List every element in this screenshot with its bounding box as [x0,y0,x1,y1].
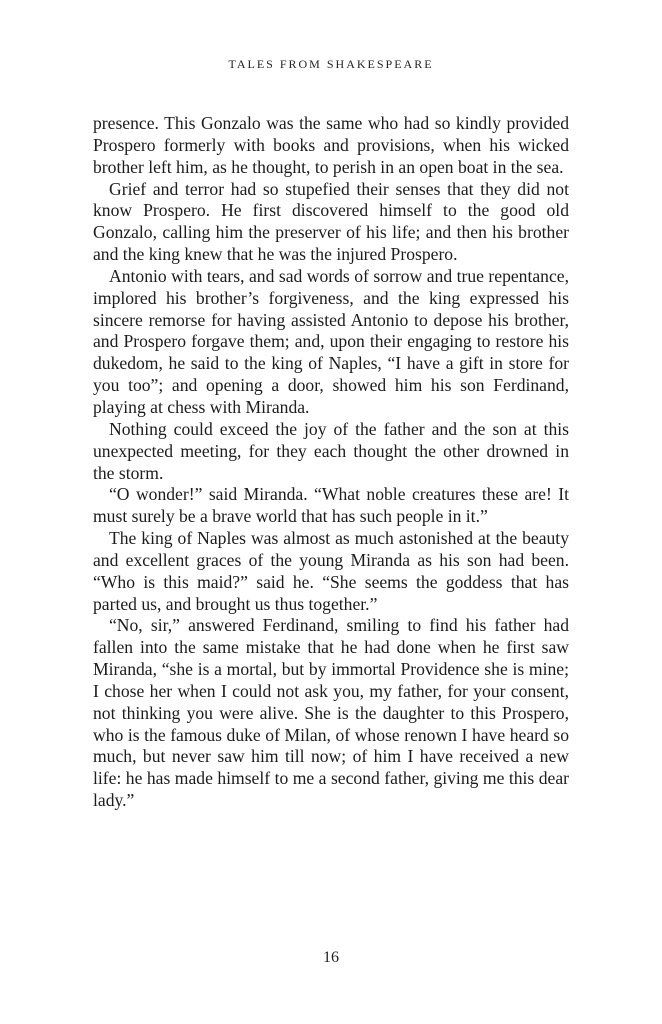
paragraph: Antonio with tears, and sad words of sorrow and true repentance, implored his brother’s forgiveness, and the king expressed his sincere remorse for having assisted Antonio to depose his brother, and Prospero forgave them; and, upon their engaging to restore his dukedom, he said to the king of Naples, “I have a gift in store for you too”; and opening a door, showed him his son Ferdinand, playing at chess with Miranda. [93,265,569,417]
page-number: 16 [323,949,339,966]
paragraph: Nothing could exceed the joy of the father and the son at this unexpected meeting, for they each thought the other drowned in the storm. [93,418,569,483]
paragraph: “O wonder!” said Miranda. “What noble creatures these are! It must surely be a brave world that has such people in it.” [93,484,569,527]
paragraph: Grief and terror had so stupefied their senses that they did not know Prospero. He first discovered himself to the good old Gonzalo, calling him the preserver of his life; and then his brother and the king knew that he was the injured Prospero. [93,178,569,265]
body-text [93,113,569,812]
running-head: TALES FROM SHAKESPEARE [228,57,434,71]
paragraph: presence. This Gonzalo was the same who had so kindly provided Prospero formerly with books and provisions, when his wicked brother left him, as he thought, to perish in an open boat in the sea. [93,113,569,177]
paragraph: “No, sir,” answered Ferdinand, smiling to find his father had fallen into the same mistake that he had done when he first saw Miranda, “she is a mortal, but by immortal Providence she is mine; I chose her when I could not ask you, my father, for your consent, not thinking you were alive. She is the daughter to this Prospero, who is the famous duke of Milan, of whose renown I have heard so much, but never saw him till now; of him I have received a new life: he has made himself to me a second father, giving me this dear lady.” [93,615,569,811]
paragraph: The king of Naples was almost as much astonished at the beauty and excellent graces of the young Miranda as his son had been. “Who is this maid?” said he. “She seems the goddess that has parted us, and brought us thus together.” [93,528,569,614]
